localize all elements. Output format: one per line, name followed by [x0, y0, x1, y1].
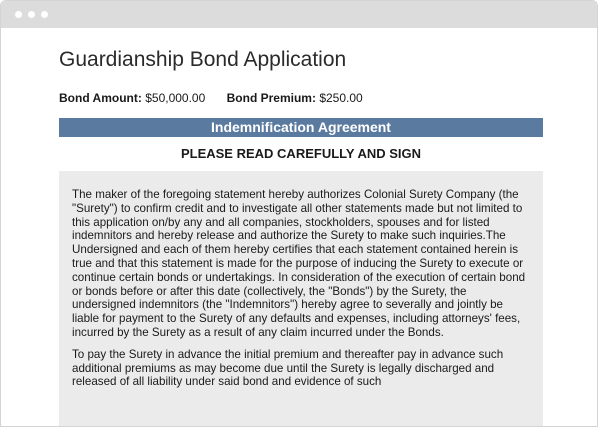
- agreement-paragraph: To pay the Surety in advance the initial premium and thereafter pay in advance such additional premiums as may become due until the Surety is legally discharged and released of all liability under said bond and evidence of such: [72, 347, 504, 389]
- close-window-dot-icon[interactable]: [15, 11, 22, 18]
- bond-premium: [227, 91, 363, 105]
- bond-amount-value: $50,000.00: [145, 91, 206, 105]
- page-title: Guardianship Bond Application: [59, 48, 347, 71]
- minimize-window-dot-icon[interactable]: [28, 11, 35, 18]
- bond-premium-label: Bond Premium:: [226, 91, 316, 105]
- window-titlebar: [1, 1, 597, 28]
- indemnification-banner: Indemnification Agreement: [59, 118, 543, 137]
- agreement-text-box[interactable]: [59, 171, 543, 427]
- read-carefully-heading: PLEASE READ CAREFULLY AND SIGN: [180, 146, 422, 161]
- zoom-window-dot-icon[interactable]: [41, 11, 48, 18]
- bond-amount: [59, 91, 209, 105]
- bond-amount-label: Bond Amount:: [59, 91, 142, 105]
- bond-premium-value: $250.00: [319, 91, 363, 105]
- agreement-paragraph: The maker of the foregoing statement hereby authorizes Colonial Surety Company (the "Surety") to confirm credit and to investigate all other statements made but not limited to this application on/by any and all companies, stockholders, spouses and for listed indemnitors and hereby release and authorize the Surety to make such inquiries.The Undersigned and each of them hereby certifies that each statement contained herein is true and that this statement is made for the purpose of inducing the Surety to execute or continue certain bonds or undertakings. In consideration of the execution of certain bond or bonds before or after this date (collectively, the "Bonds") by the Surety, the undersigned indemnitors (the "Indemnitors") hereby agree to severally and jointly be liable for payment to the Surety of any defaults and expenses, including attorneys' fees, incurred by the Surety as a result of any claim incurred under the Bonds.: [72, 188, 526, 339]
- bond-amounts-row: [59, 91, 363, 105]
